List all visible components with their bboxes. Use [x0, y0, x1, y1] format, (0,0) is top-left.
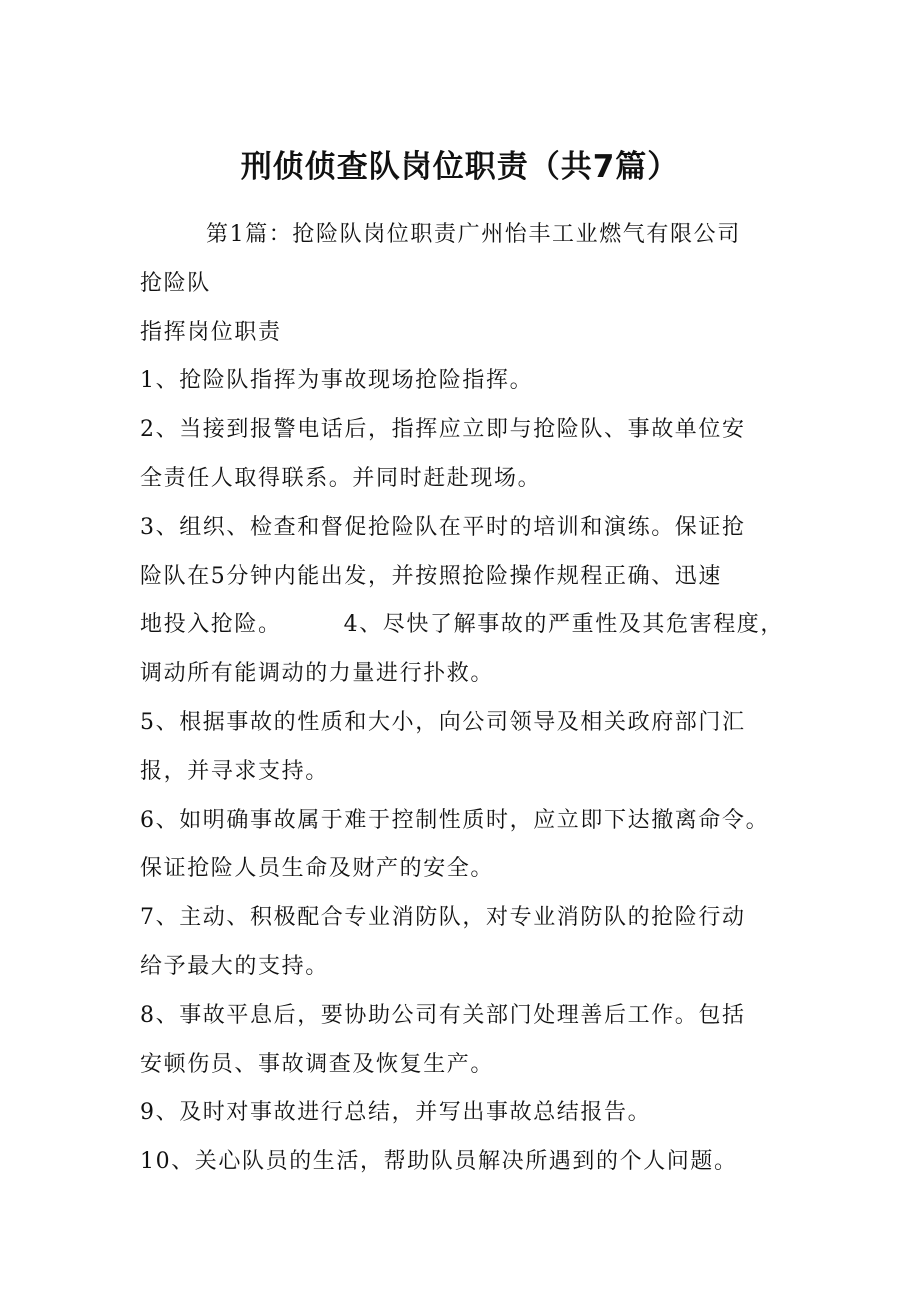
duty-item-3: 3、组织、检查和督促抢险队在平时的培训和演练。保证抢 [140, 514, 746, 540]
duty-item-2-cont: 全责任人取得联系。并同时赶赴现场。 [140, 465, 542, 491]
duty-item-7-cont: 给予最大的支持。 [140, 953, 329, 979]
document-body [140, 222, 790, 1198]
duty-item-8: 8、事故平息后，要协助公司有关部门处理善后工作。包括 [140, 1002, 746, 1028]
section-heading: 指挥岗位职责 [140, 319, 282, 345]
duty-item-5-cont: 报，并寻求支持。 [140, 758, 329, 784]
duty-item-3-cont: 险队在5分钟内能出发，并按照抢险操作规程正确、迅速 [140, 563, 722, 589]
duty-item-4-cont: 调动所有能调动的力量进行扑救。 [140, 661, 495, 687]
duty-item-7: 7、主动、积极配合专业消防队，对专业消防队的抢险行动 [140, 905, 746, 931]
duty-item-1: 1、抢险队指挥为事故现场抢险指挥。 [140, 368, 534, 394]
paragraph-line: 抢险队 [140, 270, 211, 296]
duty-item-6: 6、如明确事故属于难于控制性质时，应立即下达撤离命令。 [140, 807, 770, 833]
duty-item-9: 9、及时对事故进行总结，并写出事故总结报告。 [140, 1100, 652, 1126]
duty-item-8-cont: 安顿伤员、事故调查及恢复生产。 [140, 1051, 495, 1077]
chapter-heading: 第1篇：抢险队岗位职责广州怡丰工业燃气有限公司 [206, 222, 741, 247]
document-title: 刑侦侦查队岗位职责（共7篇） [240, 149, 680, 185]
duty-item-5: 5、根据事故的性质和大小，向公司领导及相关政府部门汇 [140, 709, 746, 735]
duty-item-2: 2、当接到报警电话后，指挥应立即与抢险队、事故单位安 [140, 417, 746, 443]
duty-item-10: 10、关心队员的生活，帮助队员解决所遇到的个人问题。 [140, 1149, 738, 1175]
duty-item-3-4-line [140, 612, 790, 638]
duty-item-4: 4、尽快了解事故的严重性及其危害程度， [343, 612, 785, 638]
duty-item-6-cont: 保证抢险人员生命及财产的安全。 [140, 856, 495, 882]
duty-item-3-end: 地投入抢险。 [140, 612, 282, 638]
